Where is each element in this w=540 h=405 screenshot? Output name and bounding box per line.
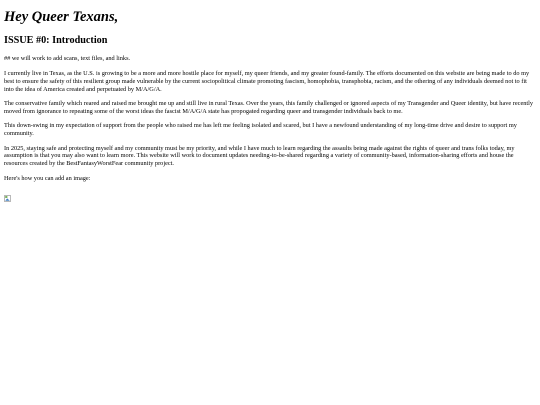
paragraph-mission: In 2025, staying safe and protecting myself and my community must be my priority, and while I have much to learn regarding the assaults being made against the rights of queer and trans folks today, my assumption is that you may also want to learn more. This website will work to document updates needing-to-be-shared regarding a variety of community-based, information-sharing efforts and house the resources created by the BestFantasyWorstFear community project. [4, 144, 515, 168]
paragraph-intro: I currently live in Texas, as the U.S. is growing to be a more and more hostile place for myself, my queer friends, and my greater found-family. The efforts documented on this website are being made to do my best to ensure the safety of this resilient group made vulnerable by the current sociopolitical climate promoting fascism, homophobia, transphobia, racism, and the othering of any individuals deemed not to fit into the idea of America created and perpetuated by M/A/G/A. [4, 70, 530, 93]
paragraph-isolation: This down-swing in my expectation of support from the people who raised me has left me feeling isolated and scared, but I have a newfound understanding of my long-time drive and desire to support my community. [4, 122, 517, 138]
issue-heading: ISSUE #0: Introduction [4, 34, 108, 46]
raw-markdown-note: ## we will work to add scans, text files, and links. [4, 55, 131, 63]
image-instructions: Here's how you can add an image: [4, 174, 91, 182]
paragraph-family: The conservative family which reared and raised me brought me up and still live in rural Texas. Over the years, this family challenged or ignored aspects of my Transgender and Queer identity, but have recently moved from ignorance to repeating some of the worst ideas the fascist M/A/G/A state has propogated regarding queer and transgender individuals back to me. [4, 100, 534, 115]
page-title: Hey Queer Texans, [4, 9, 119, 25]
broken-image-icon [4, 195, 11, 202]
